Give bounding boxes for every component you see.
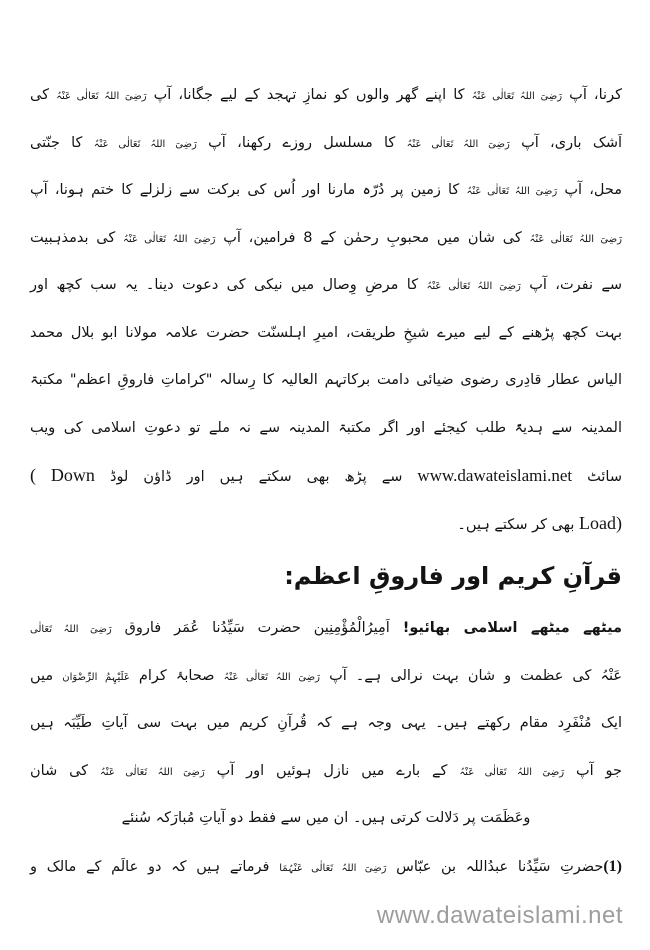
text-line	[30, 700, 622, 748]
text-line	[30, 653, 622, 701]
text-line	[30, 500, 622, 548]
text-segment: کرنا، آپ	[562, 87, 622, 103]
text-segment: Load)	[579, 512, 622, 533]
text-line	[30, 452, 622, 500]
text-segment: محل، آپ	[557, 182, 622, 198]
text-segment: حضرتِ سَیِّدُنا عبدُاللہ بن عبّاس	[386, 858, 604, 875]
honorific-text: رَضِیَ اللہُ تَعَالٰی عَنْہُ	[529, 233, 622, 245]
text-segment: جو آپ	[564, 762, 622, 779]
text-line	[30, 748, 622, 796]
honorific-text: رَضِیَ اللہُ تَعَالٰی عَنْہُمَا	[279, 862, 387, 874]
honorific-text: رَضِیَ اللہُ تَعَالٰی عَنْہُ	[223, 671, 320, 683]
honorific-text: رَضِیَ اللہُ تَعَالٰی عَنْہُ	[99, 766, 205, 778]
text-line	[30, 215, 622, 263]
text-segment: کا مسلسل روزے رکھنا، آپ	[196, 134, 407, 151]
text-line	[30, 405, 622, 453]
text-segment: سے پڑھ بھی سکتے ہیں اور ڈاؤن لوڈ	[94, 469, 418, 485]
text-segment: الیاس عطار قادِری رضوی ضیائی دامت برکاتہم العالیہ کا رِسالہ "کراماتِ فاروقِ اعظم" مکتبۃ	[30, 372, 622, 388]
website-url: www.dawateislami.net	[417, 466, 573, 485]
text-segment: سے نفرت، آپ	[520, 277, 622, 293]
text-segment: وعَظَمَت پر دَلالت کرتی ہیں۔ ان میں سے فقط دو آیاتِ مُبارَکہ سُنئے	[121, 810, 531, 826]
text-segment: فرماتے ہیں کہ دو عالَم کے مالک و	[30, 858, 280, 875]
text-segment: ایک مُنْفَرِد مقام رکھتے ہیں۔ یہی وجہ ہے کہ قُرآنِ کریم میں بہت سی آیاتِ طَیِّبَہ ہیں	[30, 715, 622, 731]
text-segment: قرآنِ کریم اور فاروقِ اعظم:	[284, 562, 622, 590]
text-line	[30, 795, 622, 843]
text-segment: ( Down	[30, 465, 95, 485]
honorific-text: رَضِیَ اللہُ تَعَالٰی عَنْہُ	[406, 138, 510, 150]
text-line	[30, 262, 622, 310]
section-heading	[30, 547, 622, 605]
honorific-text: رَضِیَ اللہُ تَعَالٰی عَنْہُ	[123, 233, 216, 245]
text-segment: عَنْہُ کی عظمت و شان بہت نرالی ہے۔ آپ	[320, 667, 622, 684]
text-segment: کی شان	[30, 762, 100, 779]
item-number: (1)	[603, 857, 622, 875]
honorific-text: رَضِیَ اللہُ تَعَالٰی عَنْہُ	[426, 281, 521, 292]
text-line	[30, 167, 622, 215]
honorific-text: رَضِیَ اللہُ تَعَالٰی عَنْہُ	[459, 766, 565, 778]
text-segment: کی شان میں محبوبِ رحمٰن کے 8 فرامین، آپ	[215, 229, 530, 246]
honorific-text: رَضِیَ اللہُ تَعَالٰی عَنْہُ	[56, 91, 147, 102]
text-block	[30, 72, 622, 890]
honorific-text: رَضِیَ اللہُ تَعَالٰی عَنْہُ	[471, 91, 563, 102]
text-segment: کا اپنے گھر والوں کو نمازِ تہجد کے لیے جگانا، آپ	[146, 87, 472, 103]
text-segment: بہت کچھ پڑھنے کے لیے میرے شیخِ طریقت، امیرِ اہلسنّت حضرت علامہ مولانا ابو بلال محمد	[30, 324, 622, 341]
text-segment: سائٹ	[572, 469, 622, 485]
text-line	[30, 120, 622, 168]
honorific-text: رَضِیَ اللہُ تَعَالٰی عَنْہُ	[93, 138, 197, 150]
text-segment: کی بدمذہبیت	[30, 229, 123, 246]
text-segment: اَشک باری، آپ	[509, 134, 622, 151]
text-line	[30, 605, 622, 653]
watermark-url: www.dawateislami.net	[376, 902, 623, 929]
text-segment: کا زمین پر دُرّہ مارنا اور اُس کی برکت سے زلزلے کا ختم ہونا، آپ	[30, 182, 467, 198]
text-segment: المدینہ سے ہدیۃً طلب کیجئے اور اگر مکتبۃ المدینہ سے نہ ملے تو دعوتِ اسلامی کی ویب	[30, 419, 622, 436]
text-segment: کے بارے میں نازل ہوئیں اور آپ	[204, 762, 460, 779]
text-segment: کا مرضِ وِصال میں نیکی کی دعوت دینا۔ یہ سب کچھ اور	[30, 277, 427, 293]
honorific-text: رَضِیَ اللہُ تَعَالٰی عَنْہُ	[466, 186, 558, 197]
text-segment: بھی کر سکتے ہیں۔	[457, 516, 580, 533]
list-item-1	[30, 843, 622, 891]
text-line	[30, 357, 622, 405]
text-segment: میں	[30, 667, 63, 684]
honorific-text: عَلَیْہِمُ الرِّضْوَان	[62, 671, 130, 683]
text-line	[30, 72, 622, 120]
honorific-text: رَضِیَ اللہُ تَعَالٰی	[30, 624, 112, 635]
text-line	[30, 310, 622, 358]
text-segment: اَمِیرُالْمُؤْمِنِین حضرت سَیِّدُنا عُمَر فاروق	[111, 620, 403, 636]
text-segment: میٹھے میٹھے اسلامی بھائیو!	[402, 620, 623, 636]
text-segment: صحابۂ کرام	[129, 667, 224, 684]
text-segment: کا جنّتی	[30, 134, 94, 151]
text-segment: کی	[30, 87, 57, 103]
